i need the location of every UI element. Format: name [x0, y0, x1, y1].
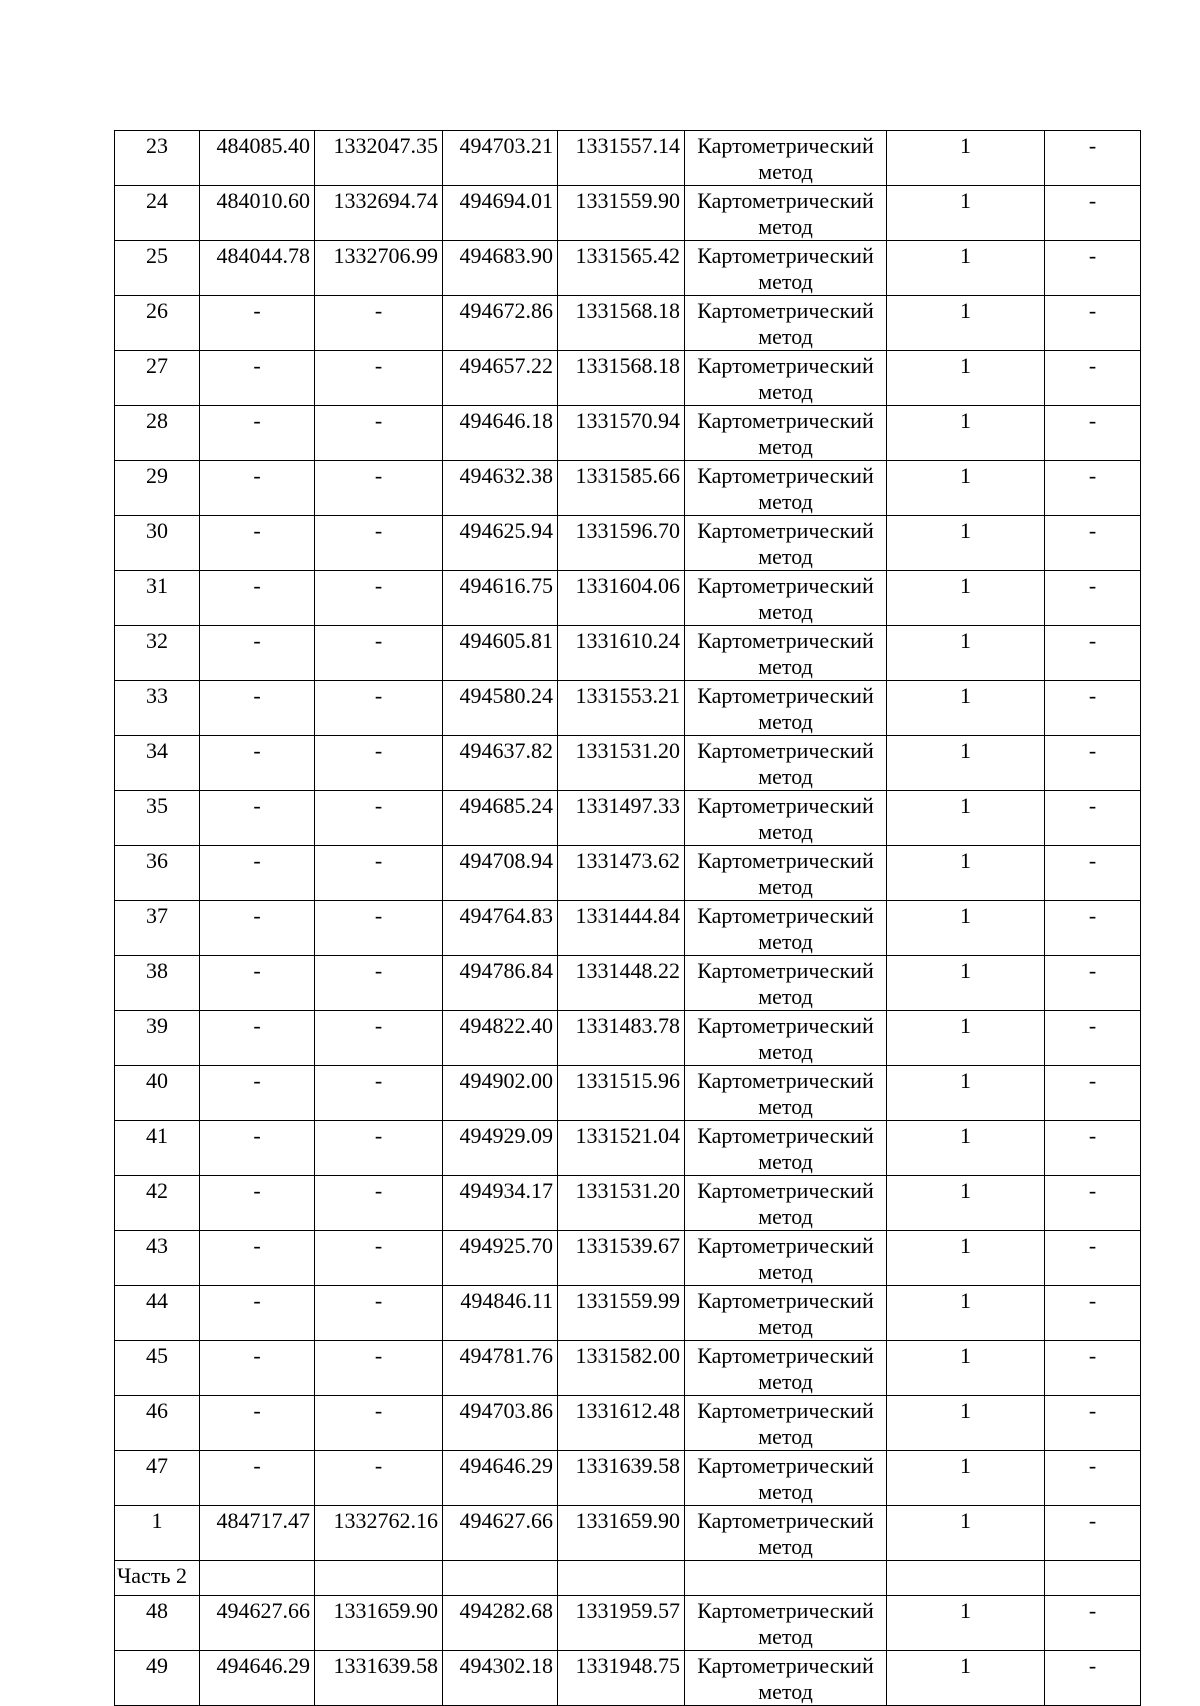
old-x-cell: - — [200, 901, 315, 956]
method-cell: Картометрический метод — [685, 131, 887, 186]
table-row — [115, 406, 1141, 461]
old-y-cell: - — [315, 296, 443, 351]
description-cell: - — [1045, 1066, 1141, 1121]
accuracy-cell: 1 — [887, 131, 1045, 186]
point-number-cell: 36 — [115, 846, 200, 901]
empty-cell — [1045, 1561, 1141, 1596]
old-x-cell: - — [200, 351, 315, 406]
new-x-cell: 494846.11 — [443, 1286, 558, 1341]
method-cell: Картометрический метод — [685, 1176, 887, 1231]
new-y-cell: 1331604.06 — [558, 571, 685, 626]
point-number-cell: 23 — [115, 131, 200, 186]
table-row — [115, 1231, 1141, 1286]
old-x-cell: - — [200, 1341, 315, 1396]
table-row — [115, 1451, 1141, 1506]
accuracy-cell: 1 — [887, 241, 1045, 296]
description-cell: - — [1045, 351, 1141, 406]
new-x-cell: 494925.70 — [443, 1231, 558, 1286]
old-y-cell: - — [315, 1286, 443, 1341]
new-y-cell: 1331483.78 — [558, 1011, 685, 1066]
new-y-cell: 1331568.18 — [558, 296, 685, 351]
old-y-cell: - — [315, 351, 443, 406]
new-x-cell: 494302.18 — [443, 1651, 558, 1706]
table-row — [115, 1176, 1141, 1231]
section-header-row — [115, 1561, 1141, 1596]
point-number-cell: 40 — [115, 1066, 200, 1121]
description-cell: - — [1045, 956, 1141, 1011]
point-number-cell: 32 — [115, 626, 200, 681]
old-y-cell: - — [315, 1451, 443, 1506]
new-y-cell: 1331553.21 — [558, 681, 685, 736]
table-row — [115, 241, 1141, 296]
method-cell: Картометрический метод — [685, 461, 887, 516]
accuracy-cell: 1 — [887, 1011, 1045, 1066]
old-y-cell: - — [315, 461, 443, 516]
method-cell: Картометрический метод — [685, 1596, 887, 1651]
description-cell: - — [1045, 901, 1141, 956]
table-row — [115, 1341, 1141, 1396]
new-x-cell: 494934.17 — [443, 1176, 558, 1231]
point-number-cell: 30 — [115, 516, 200, 571]
accuracy-cell: 1 — [887, 626, 1045, 681]
new-y-cell: 1331568.18 — [558, 351, 685, 406]
new-y-cell: 1331559.99 — [558, 1286, 685, 1341]
table-row — [115, 516, 1141, 571]
accuracy-cell: 1 — [887, 956, 1045, 1011]
point-number-cell: 29 — [115, 461, 200, 516]
new-y-cell: 1331521.04 — [558, 1121, 685, 1176]
description-cell: - — [1045, 736, 1141, 791]
new-x-cell: 494625.94 — [443, 516, 558, 571]
empty-cell — [443, 1561, 558, 1596]
description-cell: - — [1045, 1596, 1141, 1651]
point-number-cell: 33 — [115, 681, 200, 736]
old-x-cell: - — [200, 461, 315, 516]
point-number-cell: 31 — [115, 571, 200, 626]
new-y-cell: 1331610.24 — [558, 626, 685, 681]
old-x-cell: - — [200, 1231, 315, 1286]
new-x-cell: 494637.82 — [443, 736, 558, 791]
description-cell: - — [1045, 1341, 1141, 1396]
empty-cell — [685, 1561, 887, 1596]
new-x-cell: 494781.76 — [443, 1341, 558, 1396]
new-y-cell: 1331473.62 — [558, 846, 685, 901]
description-cell: - — [1045, 1121, 1141, 1176]
table-row — [115, 1011, 1141, 1066]
old-x-cell: - — [200, 846, 315, 901]
description-cell: - — [1045, 241, 1141, 296]
old-x-cell: 484010.60 — [200, 186, 315, 241]
description-cell: - — [1045, 1506, 1141, 1561]
table-row — [115, 1286, 1141, 1341]
accuracy-cell: 1 — [887, 1286, 1045, 1341]
old-x-cell: - — [200, 1396, 315, 1451]
description-cell: - — [1045, 406, 1141, 461]
old-x-cell: - — [200, 626, 315, 681]
new-x-cell: 494605.81 — [443, 626, 558, 681]
new-x-cell: 494683.90 — [443, 241, 558, 296]
empty-cell — [200, 1561, 315, 1596]
accuracy-cell: 1 — [887, 1066, 1045, 1121]
old-x-cell: - — [200, 681, 315, 736]
new-y-cell: 1331570.94 — [558, 406, 685, 461]
method-cell: Картометрический метод — [685, 1341, 887, 1396]
new-y-cell: 1331531.20 — [558, 736, 685, 791]
description-cell: - — [1045, 461, 1141, 516]
new-y-cell: 1331531.20 — [558, 1176, 685, 1231]
point-number-cell: 35 — [115, 791, 200, 846]
old-y-cell: - — [315, 846, 443, 901]
old-x-cell: - — [200, 1451, 315, 1506]
new-x-cell: 494646.18 — [443, 406, 558, 461]
old-y-cell: 1332706.99 — [315, 241, 443, 296]
table-row — [115, 791, 1141, 846]
accuracy-cell: 1 — [887, 1651, 1045, 1706]
old-y-cell: - — [315, 626, 443, 681]
old-y-cell: 1331659.90 — [315, 1596, 443, 1651]
table-row — [115, 626, 1141, 681]
accuracy-cell: 1 — [887, 791, 1045, 846]
new-y-cell: 1331565.42 — [558, 241, 685, 296]
old-y-cell: - — [315, 791, 443, 846]
accuracy-cell: 1 — [887, 846, 1045, 901]
old-x-cell: - — [200, 1121, 315, 1176]
table-body — [115, 131, 1141, 1706]
accuracy-cell: 1 — [887, 406, 1045, 461]
old-x-cell: - — [200, 791, 315, 846]
point-number-cell: 49 — [115, 1651, 200, 1706]
method-cell: Картометрический метод — [685, 1451, 887, 1506]
old-y-cell: - — [315, 1066, 443, 1121]
new-x-cell: 494764.83 — [443, 901, 558, 956]
old-y-cell: - — [315, 516, 443, 571]
point-number-cell: 42 — [115, 1176, 200, 1231]
method-cell: Картометрический метод — [685, 846, 887, 901]
section-label: Часть 2 — [115, 1561, 200, 1596]
new-y-cell: 1331557.14 — [558, 131, 685, 186]
new-y-cell: 1331959.57 — [558, 1596, 685, 1651]
description-cell: - — [1045, 1176, 1141, 1231]
method-cell: Картометрический метод — [685, 681, 887, 736]
method-cell: Картометрический метод — [685, 736, 887, 791]
accuracy-cell: 1 — [887, 1341, 1045, 1396]
new-x-cell: 494627.66 — [443, 1506, 558, 1561]
accuracy-cell: 1 — [887, 1451, 1045, 1506]
empty-cell — [315, 1561, 443, 1596]
method-cell: Картометрический метод — [685, 791, 887, 846]
old-y-cell: - — [315, 956, 443, 1011]
method-cell: Картометрический метод — [685, 956, 887, 1011]
point-number-cell: 26 — [115, 296, 200, 351]
point-number-cell: 27 — [115, 351, 200, 406]
new-y-cell: 1331948.75 — [558, 1651, 685, 1706]
description-cell: - — [1045, 186, 1141, 241]
description-cell: - — [1045, 791, 1141, 846]
method-cell: Картометрический метод — [685, 351, 887, 406]
old-y-cell: - — [315, 1396, 443, 1451]
new-x-cell: 494703.86 — [443, 1396, 558, 1451]
new-y-cell: 1331539.67 — [558, 1231, 685, 1286]
new-y-cell: 1331612.48 — [558, 1396, 685, 1451]
old-y-cell: - — [315, 1121, 443, 1176]
old-x-cell: 494627.66 — [200, 1596, 315, 1651]
point-number-cell: 44 — [115, 1286, 200, 1341]
accuracy-cell: 1 — [887, 351, 1045, 406]
description-cell: - — [1045, 296, 1141, 351]
old-y-cell: 1332762.16 — [315, 1506, 443, 1561]
table-row — [115, 956, 1141, 1011]
method-cell: Картометрический метод — [685, 186, 887, 241]
method-cell: Картометрический метод — [685, 1506, 887, 1561]
old-y-cell: - — [315, 1231, 443, 1286]
description-cell: - — [1045, 1286, 1141, 1341]
point-number-cell: 41 — [115, 1121, 200, 1176]
point-number-cell: 45 — [115, 1341, 200, 1396]
new-y-cell: 1331559.90 — [558, 186, 685, 241]
table-row — [115, 736, 1141, 791]
old-x-cell: 484044.78 — [200, 241, 315, 296]
new-y-cell: 1331659.90 — [558, 1506, 685, 1561]
old-y-cell: 1331639.58 — [315, 1651, 443, 1706]
new-x-cell: 494708.94 — [443, 846, 558, 901]
table-row — [115, 461, 1141, 516]
table-row — [115, 296, 1141, 351]
old-y-cell: 1332694.74 — [315, 186, 443, 241]
new-x-cell: 494632.38 — [443, 461, 558, 516]
old-x-cell: - — [200, 571, 315, 626]
accuracy-cell: 1 — [887, 571, 1045, 626]
old-x-cell: 484717.47 — [200, 1506, 315, 1561]
table-row — [115, 186, 1141, 241]
description-cell: - — [1045, 516, 1141, 571]
method-cell: Картометрический метод — [685, 1231, 887, 1286]
old-y-cell: - — [315, 736, 443, 791]
table-row — [115, 1596, 1141, 1651]
method-cell: Картометрический метод — [685, 516, 887, 571]
method-cell: Картометрический метод — [685, 1121, 887, 1176]
point-number-cell: 24 — [115, 186, 200, 241]
method-cell: Картометрический метод — [685, 1286, 887, 1341]
new-x-cell: 494685.24 — [443, 791, 558, 846]
old-x-cell: - — [200, 296, 315, 351]
accuracy-cell: 1 — [887, 1121, 1045, 1176]
old-y-cell: - — [315, 901, 443, 956]
method-cell: Картометрический метод — [685, 1396, 887, 1451]
empty-cell — [887, 1561, 1045, 1596]
table-row — [115, 351, 1141, 406]
point-number-cell: 38 — [115, 956, 200, 1011]
new-x-cell: 494672.86 — [443, 296, 558, 351]
accuracy-cell: 1 — [887, 516, 1045, 571]
new-y-cell: 1331639.58 — [558, 1451, 685, 1506]
new-y-cell: 1331448.22 — [558, 956, 685, 1011]
old-x-cell: 484085.40 — [200, 131, 315, 186]
new-y-cell: 1331582.00 — [558, 1341, 685, 1396]
method-cell: Картометрический метод — [685, 406, 887, 461]
description-cell: - — [1045, 571, 1141, 626]
table-row — [115, 1066, 1141, 1121]
new-x-cell: 494929.09 — [443, 1121, 558, 1176]
description-cell: - — [1045, 1231, 1141, 1286]
description-cell: - — [1045, 626, 1141, 681]
method-cell: Картометрический метод — [685, 1011, 887, 1066]
old-x-cell: - — [200, 1011, 315, 1066]
old-x-cell: - — [200, 406, 315, 461]
new-x-cell: 494282.68 — [443, 1596, 558, 1651]
new-x-cell: 494616.75 — [443, 571, 558, 626]
new-x-cell: 494902.00 — [443, 1066, 558, 1121]
method-cell: Картометрический метод — [685, 626, 887, 681]
empty-cell — [558, 1561, 685, 1596]
point-number-cell: 39 — [115, 1011, 200, 1066]
old-x-cell: - — [200, 1066, 315, 1121]
new-x-cell: 494822.40 — [443, 1011, 558, 1066]
accuracy-cell: 1 — [887, 901, 1045, 956]
description-cell: - — [1045, 681, 1141, 736]
accuracy-cell: 1 — [887, 1396, 1045, 1451]
old-y-cell: - — [315, 406, 443, 461]
method-cell: Картометрический метод — [685, 1066, 887, 1121]
accuracy-cell: 1 — [887, 1506, 1045, 1561]
new-x-cell: 494657.22 — [443, 351, 558, 406]
new-x-cell: 494703.21 — [443, 131, 558, 186]
old-x-cell: 494646.29 — [200, 1651, 315, 1706]
point-number-cell: 43 — [115, 1231, 200, 1286]
accuracy-cell: 1 — [887, 681, 1045, 736]
new-y-cell: 1331585.66 — [558, 461, 685, 516]
method-cell: Картометрический метод — [685, 571, 887, 626]
point-number-cell: 1 — [115, 1506, 200, 1561]
point-number-cell: 28 — [115, 406, 200, 461]
accuracy-cell: 1 — [887, 1596, 1045, 1651]
accuracy-cell: 1 — [887, 296, 1045, 351]
table-row — [115, 901, 1141, 956]
new-y-cell: 1331596.70 — [558, 516, 685, 571]
description-cell: - — [1045, 1011, 1141, 1066]
old-y-cell: - — [315, 681, 443, 736]
old-x-cell: - — [200, 736, 315, 791]
point-number-cell: 48 — [115, 1596, 200, 1651]
point-number-cell: 34 — [115, 736, 200, 791]
new-y-cell: 1331515.96 — [558, 1066, 685, 1121]
accuracy-cell: 1 — [887, 461, 1045, 516]
new-x-cell: 494694.01 — [443, 186, 558, 241]
old-x-cell: - — [200, 1176, 315, 1231]
old-x-cell: - — [200, 956, 315, 1011]
coordinates-table — [114, 130, 1141, 1706]
old-x-cell: - — [200, 1286, 315, 1341]
new-y-cell: 1331444.84 — [558, 901, 685, 956]
old-y-cell: - — [315, 571, 443, 626]
point-number-cell: 47 — [115, 1451, 200, 1506]
table-row — [115, 846, 1141, 901]
table-row — [115, 131, 1141, 186]
method-cell: Картометрический метод — [685, 241, 887, 296]
table-row — [115, 1121, 1141, 1176]
new-y-cell: 1331497.33 — [558, 791, 685, 846]
new-x-cell: 494646.29 — [443, 1451, 558, 1506]
table-row — [115, 1396, 1141, 1451]
point-number-cell: 37 — [115, 901, 200, 956]
old-y-cell: - — [315, 1341, 443, 1396]
accuracy-cell: 1 — [887, 1231, 1045, 1286]
description-cell: - — [1045, 1451, 1141, 1506]
description-cell: - — [1045, 1651, 1141, 1706]
old-y-cell: 1332047.35 — [315, 131, 443, 186]
table-row — [115, 571, 1141, 626]
description-cell: - — [1045, 846, 1141, 901]
accuracy-cell: 1 — [887, 186, 1045, 241]
accuracy-cell: 1 — [887, 1176, 1045, 1231]
table-row — [115, 1651, 1141, 1706]
method-cell: Картометрический метод — [685, 901, 887, 956]
description-cell: - — [1045, 131, 1141, 186]
method-cell: Картометрический метод — [685, 1651, 887, 1706]
table-row — [115, 681, 1141, 736]
new-x-cell: 494786.84 — [443, 956, 558, 1011]
old-y-cell: - — [315, 1176, 443, 1231]
accuracy-cell: 1 — [887, 736, 1045, 791]
description-cell: - — [1045, 1396, 1141, 1451]
new-x-cell: 494580.24 — [443, 681, 558, 736]
table-row — [115, 1506, 1141, 1561]
old-x-cell: - — [200, 516, 315, 571]
method-cell: Картометрический метод — [685, 296, 887, 351]
point-number-cell: 25 — [115, 241, 200, 296]
point-number-cell: 46 — [115, 1396, 200, 1451]
old-y-cell: - — [315, 1011, 443, 1066]
